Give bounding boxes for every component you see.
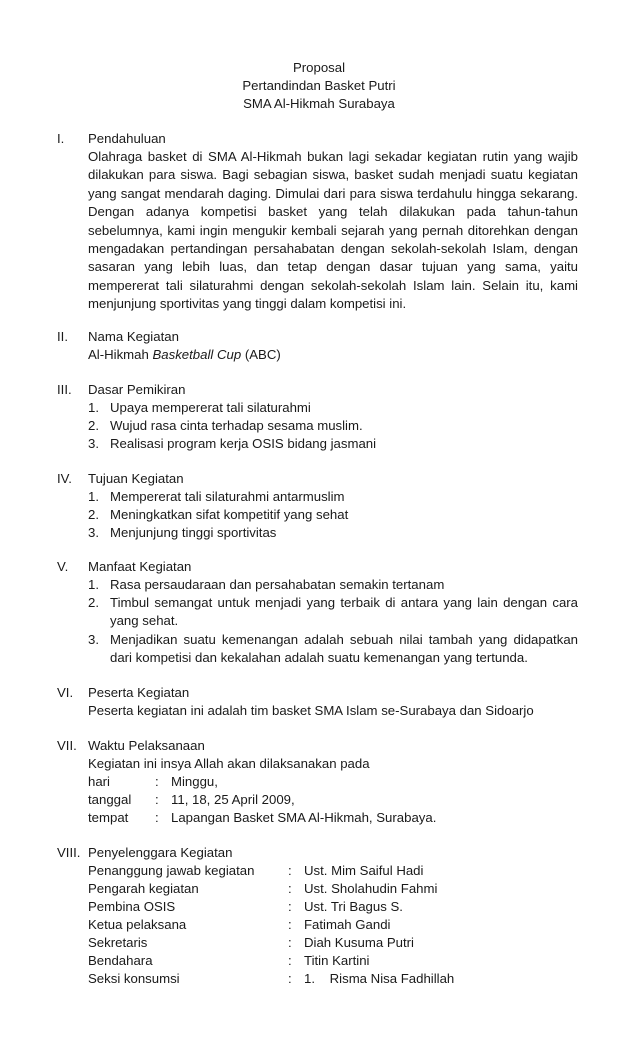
section-title: Nama Kegiatan [88,329,179,344]
list-number: 3. [88,631,99,647]
event-name-suffix: (ABC) [241,347,281,362]
list-number: 2. [88,507,99,522]
list-item [88,506,578,524]
row-value: 11, 18, 25 April 2009, [171,792,295,807]
list-item [88,399,578,417]
section-title: Waktu Pelaksanaan [88,738,205,753]
list-text: Rasa persaudaraan dan persahabatan semakin tertanam [110,577,445,592]
section-number: IV. [57,471,72,486]
list-number: 3. [88,525,99,540]
schedule-row [88,773,578,791]
list-number: 1. [88,489,99,504]
committee-row [88,898,578,916]
row-colon: : [288,881,292,896]
row-colon: : [288,863,292,878]
doc-subtitle: Pertandindan Basket Putri [242,78,396,93]
section-number: III. [57,382,72,397]
list-item [88,435,578,453]
section-title: Pendahuluan [88,131,166,146]
event-name [88,346,578,364]
row-label: Pengarah kegiatan [88,881,199,896]
section-title: Peserta Kegiatan [88,685,190,700]
row-value: Ust. Mim Saiful Hadi [304,863,424,878]
committee-row [88,880,578,898]
row-colon: : [288,953,292,968]
list-text: Menjadikan suatu kemenangan adalah sebuah nilai tambah yang didapatkan dari kompetisi dan kekalahan adalah suatu kemenangan yang tertunda. [110,631,578,666]
schedule-row [88,791,578,809]
section-title: Penyelenggara Kegiatan [88,845,233,860]
row-colon: : [155,810,159,825]
section-number: VII. [57,738,77,753]
list-number: 1. [88,400,99,415]
list-number: 2. [88,418,99,433]
row-colon: : [288,899,292,914]
list-number: 1. [88,577,99,592]
section-intro: Kegiatan ini insya Allah akan dilaksanakan pada [88,756,370,771]
list-text: Upaya mempererat tali silaturahmi [110,400,311,415]
row-colon: : [288,917,292,932]
row-value: Ust. Tri Bagus S. [304,899,403,914]
list-text: Realisasi program kerja OSIS bidang jasmani [110,436,377,451]
section-title: Tujuan Kegiatan [88,471,184,486]
committee-row [88,934,578,952]
row-label: Pembina OSIS [88,899,176,914]
committee-row [88,916,578,934]
list-text: Meningkatkan sifat kompetitif yang sehat [110,507,349,522]
row-value: Diah Kusuma Putri [304,935,414,950]
row-colon: : [155,774,159,789]
committee-row [88,970,578,988]
row-colon: : [288,935,292,950]
section-number: VIII. [57,845,81,860]
row-label: Sekretaris [88,935,148,950]
row-value: 1. Risma Nisa Fadhillah [304,971,455,986]
list-item [88,576,578,594]
list-item [88,631,578,668]
section-number: VI. [57,685,74,700]
list-text: Menjunjung tinggi sportivitas [110,525,277,540]
row-label: tanggal [88,792,132,807]
row-value: Minggu, [171,774,218,789]
event-name-italic: Basketball Cup [152,347,242,362]
list-text: Timbul semangat untuk menjadi yang terbaik di antara yang lain dengan cara yang sehat. [110,595,578,629]
row-label: hari [88,774,110,789]
list-number: 2. [88,595,99,610]
section-title: Dasar Pemikiran [88,382,186,397]
row-label: Bendahara [88,953,153,968]
section-number: II. [57,329,68,344]
list-item [88,594,578,631]
committee-row [88,952,578,970]
row-value: Ust. Sholahudin Fahmi [304,881,438,896]
row-label: Seksi konsumsi [88,971,180,986]
section-number: I. [57,131,65,146]
row-label: tempat [88,810,129,825]
list-item [88,488,578,506]
committee-row [88,862,578,880]
row-colon: : [155,792,159,807]
list-text: Mempererat tali silaturahmi antarmuslim [110,489,345,504]
event-name-prefix: Al-Hikmah [88,347,153,362]
section-number: V. [57,559,69,574]
row-label: Ketua pelaksana [88,917,187,932]
list-number: 3. [88,436,99,451]
list-item [88,417,578,435]
section-title: Manfaat Kegiatan [88,559,192,574]
row-label: Penanggung jawab kegiatan [88,863,255,878]
row-value: Titin Kartini [304,953,370,968]
doc-school: SMA Al-Hikmah Surabaya [243,96,395,111]
row-colon: : [288,971,292,986]
section-text: Peserta kegiatan ini adalah tim basket SMA Islam se-Surabaya dan Sidoarjo [88,703,534,718]
list-item [88,524,578,542]
schedule-row [88,809,578,827]
doc-title: Proposal [292,60,346,75]
section-paragraph: Olahraga basket di SMA Al-Hikmah bukan lagi sekadar kegiatan rutin yang wajib dilakukan para siswa. Bagi sebagian siswa, basket sudah menjadi suatu kegiatan yang sangat mendarah daging. Dimulai dari para siswa terdahulu hingga sekarang. Dengan adanya kompetisi basket yang telah dilakukan pada tahun-tahun sebelumnya, kami ingin mengukir kembali sejarah yang pernah ditorehkan dengan mengadakan pertandingan persahabatan dengan sekolah-sekolah Islam, dengan sasaran yang lebih luas, dan tetap dengan dasar tujuan yang sama, yaitu mempererat tali silaturahmi dengan sekolah-sekolah Islam lain. Selain itu, kami menjunjung sportivitas yang tinggi dalam kompetisi ini. [88,149,578,312]
row-value: Fatimah Gandi [304,917,391,932]
row-value: Lapangan Basket SMA Al-Hikmah, Surabaya. [171,810,437,825]
list-text: Wujud rasa cinta terhadap sesama muslim. [110,418,363,433]
